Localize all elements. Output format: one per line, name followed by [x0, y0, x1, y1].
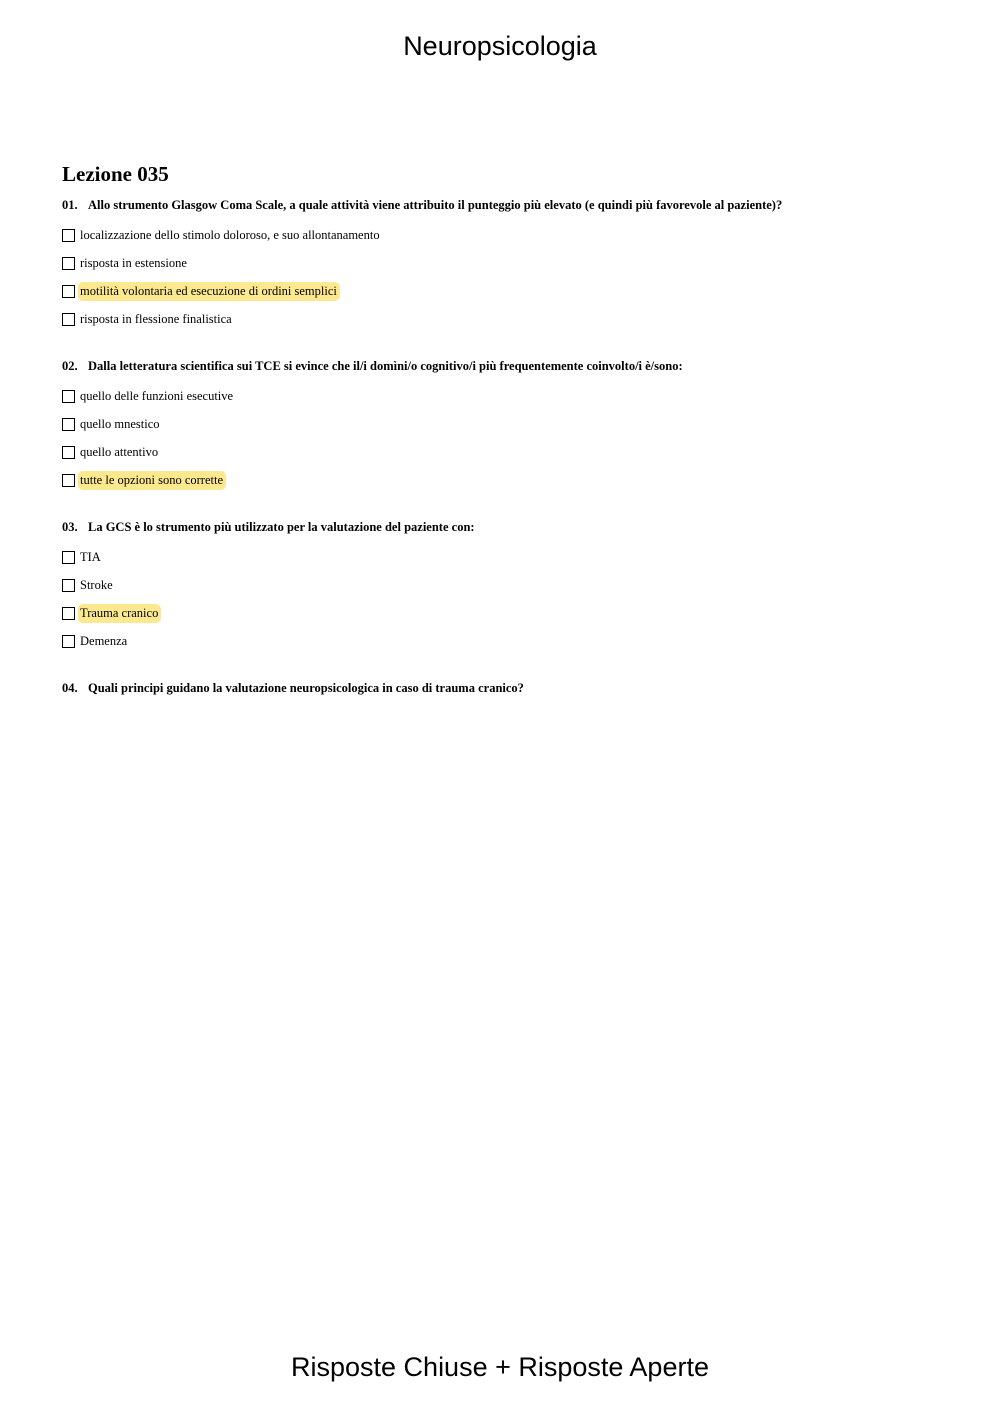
option-label: quello delle funzioni esecutive [80, 388, 234, 403]
checkbox[interactable] [62, 474, 75, 487]
checkbox[interactable] [62, 418, 75, 431]
answer-option[interactable] [62, 627, 942, 655]
question-label: La GCS è lo strumento più utilizzato per la valutazione del paziente con: [88, 520, 475, 534]
checkbox[interactable] [62, 446, 75, 459]
answer-option[interactable] [62, 438, 942, 466]
checkbox[interactable] [62, 257, 75, 270]
option-label-highlighted: motilità volontaria ed esecuzione di ordini semplici [78, 282, 340, 301]
question-number: 04. [62, 681, 78, 695]
question-02 [62, 357, 942, 494]
checkbox[interactable] [62, 313, 75, 326]
page-header: Neuropsicologia [403, 31, 597, 61]
option-label-highlighted: Trauma cranico [78, 604, 161, 623]
checkbox[interactable] [62, 635, 75, 648]
lesson-title: Lezione 035 [62, 162, 169, 186]
option-label: quello mnestico [80, 416, 160, 431]
question-text [62, 196, 942, 214]
answer-option-correct[interactable] [62, 599, 942, 627]
checkbox[interactable] [62, 390, 75, 403]
checkbox[interactable] [62, 607, 75, 620]
answer-option[interactable] [62, 305, 942, 333]
option-label: TIA [80, 549, 101, 564]
checkbox[interactable] [62, 579, 75, 592]
answer-option[interactable] [62, 221, 942, 249]
question-number: 01. [62, 198, 78, 212]
answer-option[interactable] [62, 410, 942, 438]
answer-option[interactable] [62, 543, 942, 571]
answer-option-correct[interactable] [62, 277, 942, 305]
question-03 [62, 518, 942, 655]
question-01 [62, 196, 942, 333]
option-label: localizzazione dello stimolo doloroso, e suo allontanamento [80, 227, 380, 242]
question-label: Dalla letteratura scientifica sui TCE si evince che il/i domìni/o cognitivo/i più frequentemente coinvolto/i è/sono: [88, 359, 683, 373]
checkbox[interactable] [62, 551, 75, 564]
answer-option-correct[interactable] [62, 466, 942, 494]
option-label: risposta in flessione finalistica [80, 311, 232, 326]
question-number: 02. [62, 359, 78, 373]
question-text [62, 518, 942, 536]
option-label: quello attentivo [80, 444, 159, 459]
question-text [62, 357, 942, 375]
question-text [62, 679, 942, 697]
option-label: risposta in estensione [80, 255, 187, 270]
quiz-content [62, 160, 942, 721]
option-label-highlighted: tutte le opzioni sono corrette [78, 471, 226, 490]
answer-option[interactable] [62, 249, 942, 277]
page-footer: Risposte Chiuse + Risposte Aperte [291, 1352, 709, 1382]
answer-option[interactable] [62, 571, 942, 599]
option-label: Demenza [80, 633, 128, 648]
question-04 [62, 679, 942, 697]
option-label: Stroke [80, 577, 113, 592]
checkbox[interactable] [62, 285, 75, 298]
answer-option[interactable] [62, 382, 942, 410]
question-number: 03. [62, 520, 78, 534]
question-label: Allo strumento Glasgow Coma Scale, a quale attività viene attribuito il punteggio più elevato (e quindi più favorevole al paziente)? [88, 198, 783, 212]
question-label: Quali principi guidano la valutazione neuropsicologica in caso di trauma cranico? [88, 681, 524, 695]
checkbox[interactable] [62, 229, 75, 242]
